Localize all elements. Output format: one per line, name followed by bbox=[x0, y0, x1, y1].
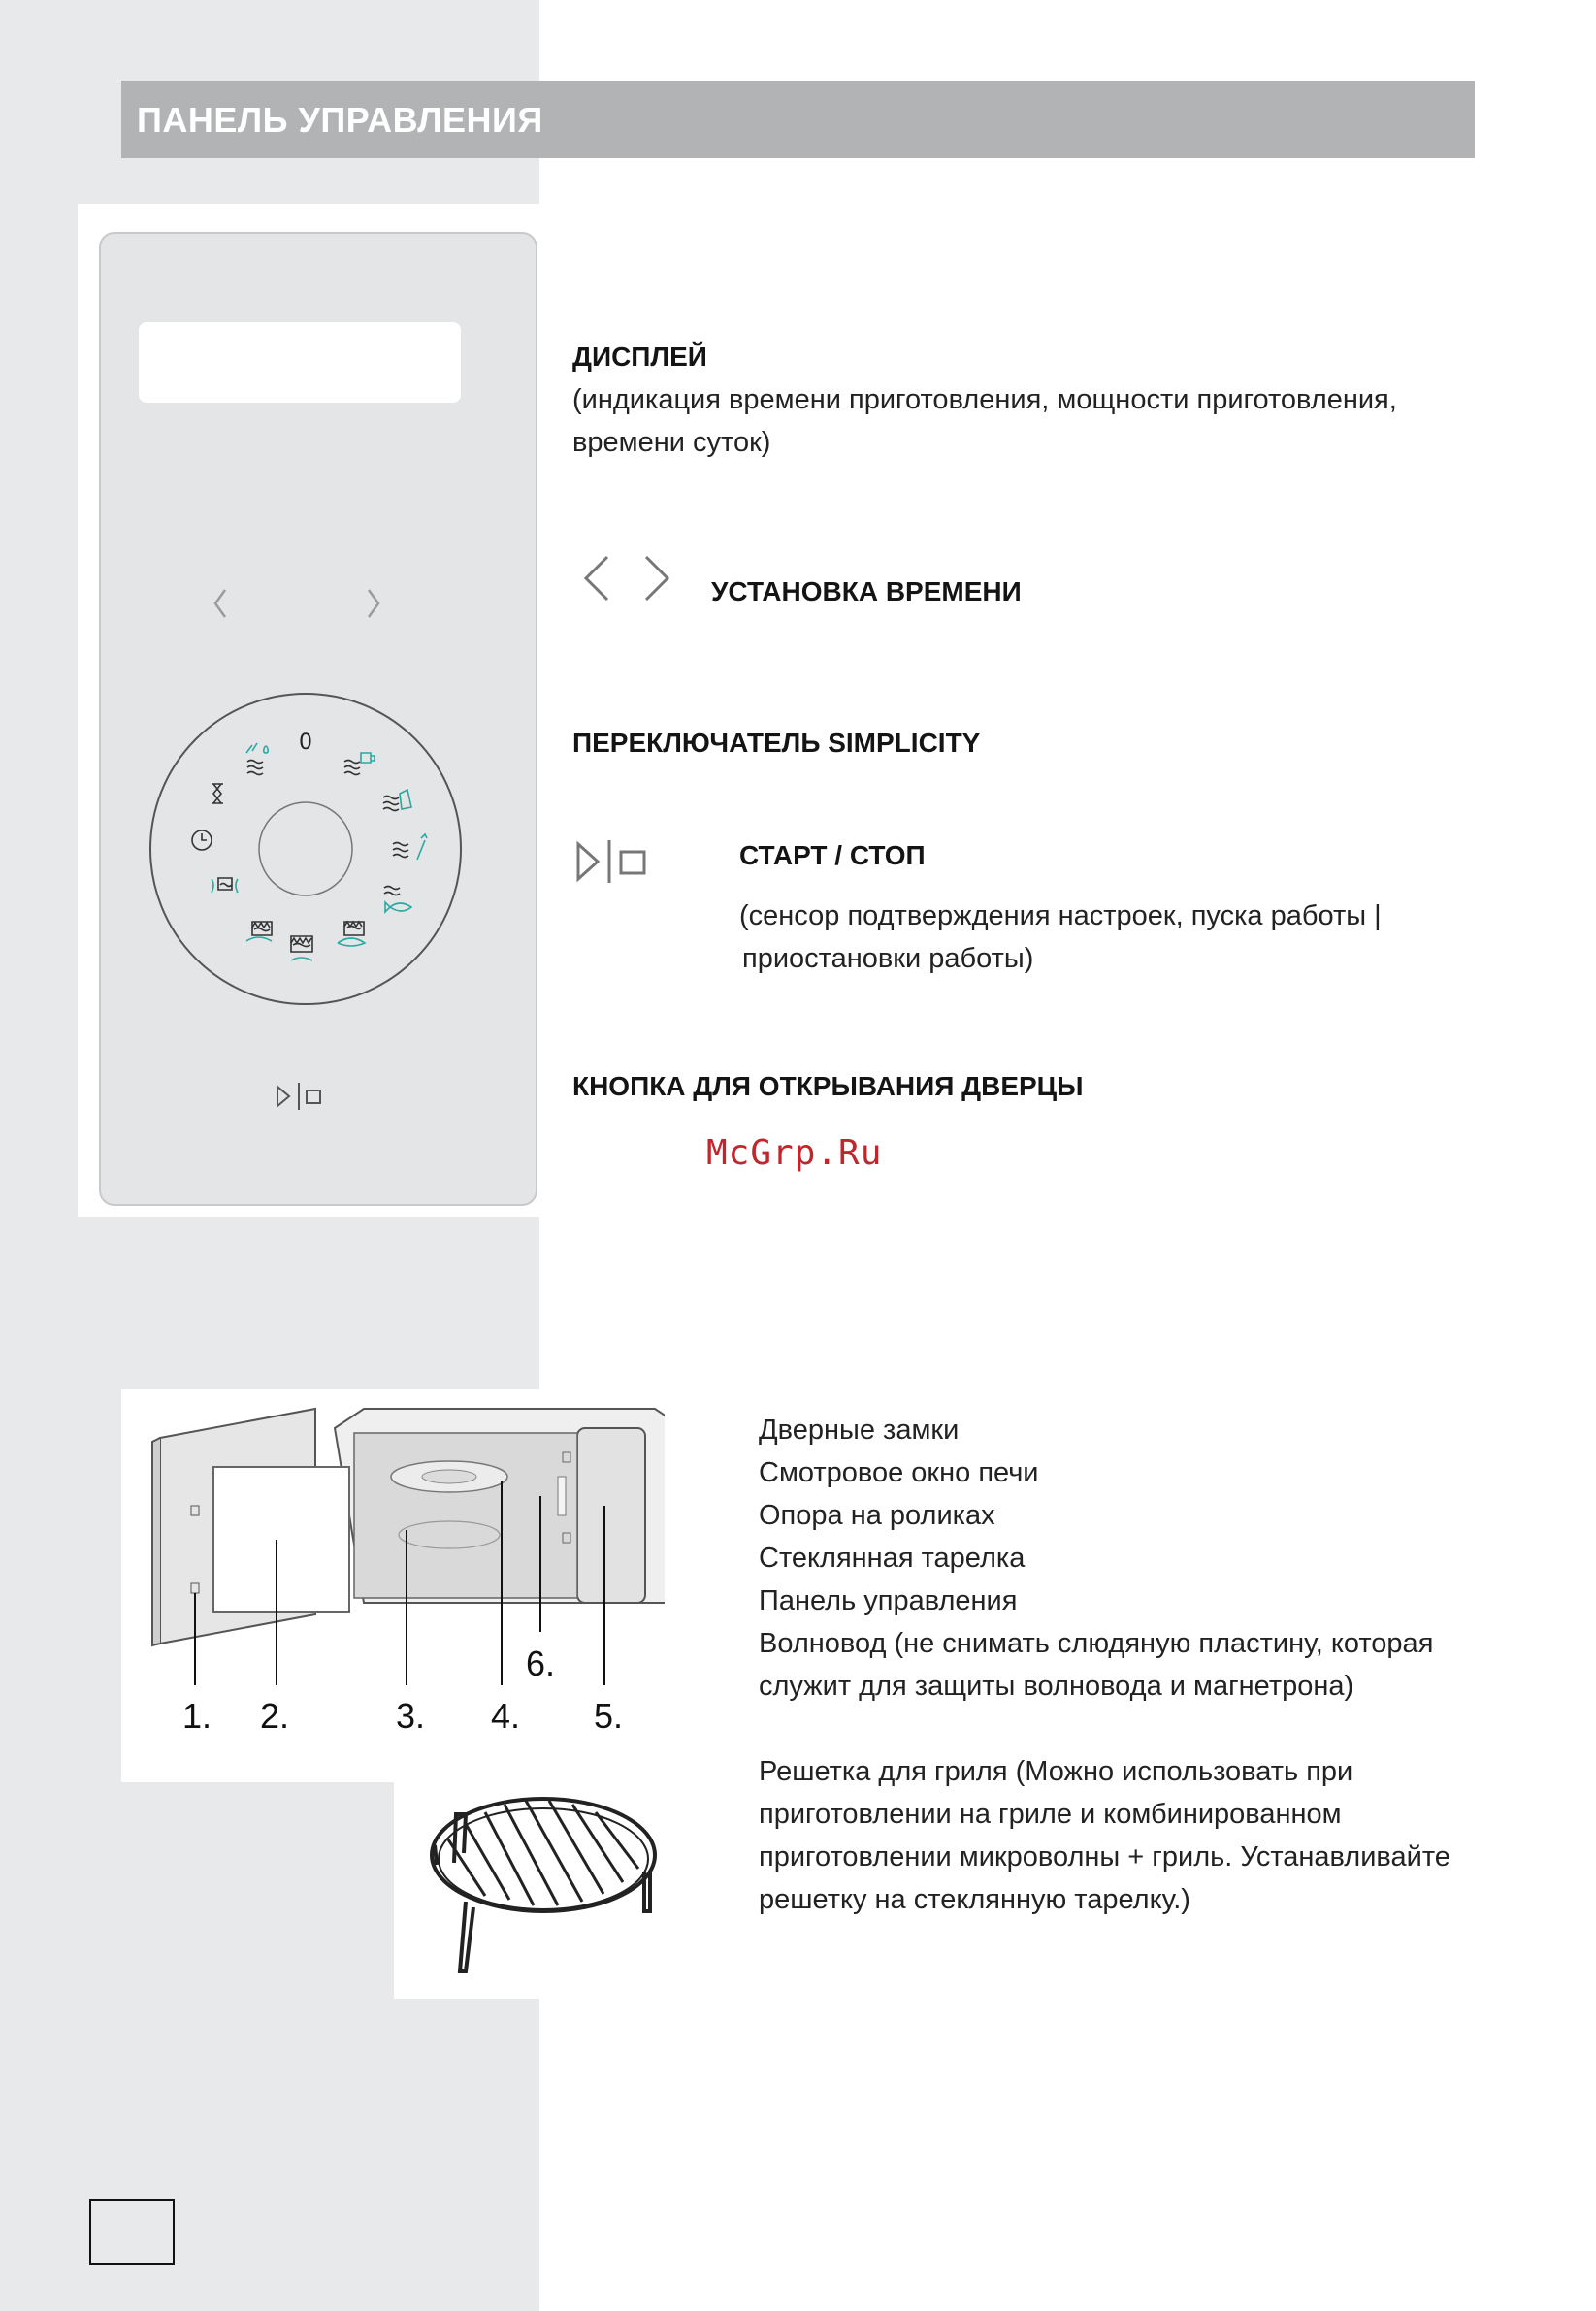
start-stop-desc-line1: (сенсор подтверждения настроек, пуска работы | bbox=[739, 900, 1382, 931]
time-setting-heading: УСТАНОВКА ВРЕМЕНИ bbox=[711, 576, 1022, 606]
selector-heading: ПЕРЕКЛЮЧАТЕЛЬ SIMPLICITY bbox=[572, 728, 981, 758]
part-4-label: Стеклянная тарелка bbox=[759, 1543, 1026, 1574]
grill-note-line1: Решетка для гриля (Можно использовать при bbox=[759, 1756, 1353, 1787]
grill-note-line2: приготовлении на гриле и комбинированном bbox=[759, 1799, 1342, 1830]
grill-rack-illustration bbox=[407, 1785, 679, 1999]
dial-zero-label: 0 bbox=[299, 731, 312, 755]
start-stop-icon[interactable] bbox=[272, 1077, 330, 1116]
page-number-box bbox=[89, 2199, 175, 2265]
part-5-label: Панель управления bbox=[759, 1585, 1018, 1616]
callout-5: 5. bbox=[594, 1696, 624, 1736]
right-arrow-icon bbox=[369, 590, 378, 617]
part-6-label-line1: Волновод (не снимать слюдяную пластину, которая bbox=[759, 1628, 1434, 1659]
callout-3: 3. bbox=[396, 1696, 426, 1736]
oven-cavity bbox=[354, 1433, 577, 1598]
start-stop-heading: СТАРТ / СТОП bbox=[739, 840, 926, 870]
time-setting-arrows-icon bbox=[578, 551, 675, 609]
control-panel-side bbox=[577, 1428, 645, 1603]
display-heading: ДИСПЛЕЙ bbox=[572, 342, 707, 372]
viewing-window bbox=[213, 1467, 349, 1612]
waveguide bbox=[558, 1477, 566, 1515]
start-stop-desc-line2: приостановки работы) bbox=[742, 943, 1034, 974]
simplicity-dial[interactable] bbox=[146, 689, 466, 1009]
time-arrows-icon bbox=[204, 580, 388, 629]
dial-center-knob bbox=[259, 802, 352, 895]
display-window bbox=[139, 322, 461, 403]
part-3-label: Опора на роликах bbox=[759, 1500, 995, 1531]
watermark: McGrp.Ru bbox=[706, 1133, 883, 1173]
grill-note-line3: приготовлении микроволны + гриль. Устанавливайте bbox=[759, 1841, 1450, 1872]
door-button-heading: КНОПКА ДЛЯ ОТКРЫВАНИЯ ДВЕРЦЫ bbox=[572, 1071, 1084, 1101]
callout-2: 2. bbox=[260, 1696, 290, 1736]
start-stop-legend-icon bbox=[572, 836, 660, 887]
part-2-label: Смотровое окно печи bbox=[759, 1457, 1039, 1488]
display-desc-line1: (индикация времени приготовления, мощности приготовления, bbox=[572, 384, 1397, 415]
left-arrow-icon bbox=[215, 590, 225, 617]
section-title-bar bbox=[121, 81, 1475, 158]
callout-4: 4. bbox=[491, 1696, 521, 1736]
page-title: ПАНЕЛЬ УПРАВЛЕНИЯ bbox=[137, 100, 543, 140]
callout-1: 1. bbox=[182, 1696, 212, 1736]
grill-note-line4: решетку на стеклянную тарелку.) bbox=[759, 1884, 1190, 1915]
callout-6: 6. bbox=[526, 1644, 556, 1683]
display-desc-line2: времени суток) bbox=[572, 427, 771, 458]
part-6-label-line2: служит для защиты волновода и магнетрона) bbox=[759, 1671, 1354, 1702]
part-1-label: Дверные замки bbox=[759, 1415, 960, 1446]
